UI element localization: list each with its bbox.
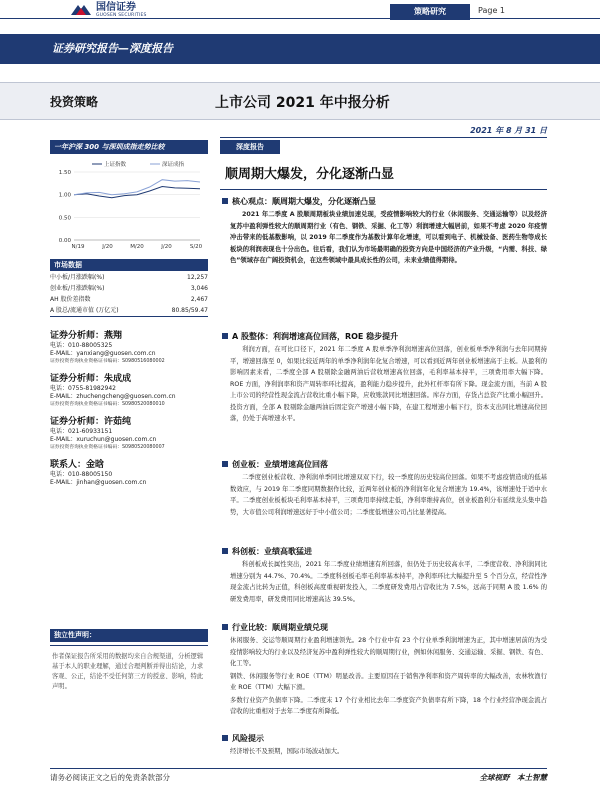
section-tag: 深度报告 — [220, 140, 280, 154]
bullet-square-icon — [222, 461, 228, 467]
analyst-block: 证券分析师：许茹纯 电话：021-60933151 E-MAIL：xuruchun@guosen.com.cn 证券投资咨询执业资格证书编码：S0980520080007 — [50, 417, 210, 451]
section-risk: 风险提示 经济增长不及预期，国际市场波动加大。 — [222, 733, 547, 758]
y-tick-label: 1.00 — [58, 192, 71, 199]
legend-label: 上证指数 — [104, 162, 127, 168]
market-data-heading: 市场数据 — [50, 259, 208, 271]
page-header — [0, 0, 600, 20]
logo-en: GUOSEN SECURITIES — [96, 13, 147, 18]
x-tick-label: J/20 — [161, 244, 172, 250]
legend-label: 深证成指 — [162, 162, 185, 168]
contact-email[interactable]: E-MAIL：jinhan@guosen.com.cn — [50, 479, 147, 486]
main-title-rule — [220, 189, 547, 190]
brand-logo — [70, 2, 147, 18]
declaration-heading: 独立性声明： — [50, 629, 208, 642]
x-tick-label: J/20 — [102, 244, 113, 250]
bullet-square-icon — [222, 548, 228, 554]
header-rule-right — [470, 18, 600, 19]
section-chinext: 创业板：业绩增速高位回落 二季度创业板营收、净利润单季同比增速双双下行，较一季度的历史较高位回落。如果不考虑疫情造成的低基数效应，与 2019 年二季度同期数据作比较，近两年创业板的净利润年化复合增速为 19.4%，该增速处于适中水平。二季度创业板板块毛利率基本持平，三项费用率持续走低，净利率维持高位，创业板盈利分布延续龙头集中趋势，大市值公司利润增速远好于中小值公司；二季度低增速公司占比显著提高。 — [222, 459, 547, 518]
x-tick-label: N/19 — [71, 244, 85, 250]
logo-mark-icon — [70, 2, 92, 16]
analyst-email[interactable]: E-MAIL：xuruchun@guosen.com.cn — [50, 436, 157, 443]
analyst-block: 证券分析师：燕翔 电话：010-88005325 E-MAIL：yanxiang@guosen.com.cn 证券投资咨询执业资格证书编码：S0980516080002 — [50, 331, 210, 365]
bullet-square-icon — [222, 624, 228, 630]
report-type-title: 证券研究报告—深度报告 — [52, 42, 173, 55]
header-rule — [0, 18, 390, 19]
bullet-square-icon — [222, 735, 228, 741]
date-rule — [220, 137, 547, 138]
analyst-email[interactable]: E-MAIL：zhuchengcheng@guosen.com.cn — [50, 393, 176, 400]
market-row: 创业板/月涨跌幅(%) 3,046 — [50, 285, 208, 292]
analyst-block: 证券分析师：朱成成 电话：0755-81982942 E-MAIL：zhuchengcheng@guosen.com.cn 证券投资咨询执业资格证书编码：S0980520080010 — [50, 374, 210, 408]
footer-slogan: 全球视野 本土智慧 — [479, 773, 547, 782]
index-chart — [50, 156, 208, 256]
contact-block: 联系人：金晗 电话：010-88005150 E-MAIL：jinhan@guosen.com.cn — [50, 460, 210, 487]
bullet-square-icon — [222, 333, 228, 339]
section-core-view: 核心观点：顺周期大爆发，分化逐渐凸显 2021 年二季度 A 股顺周期板块业绩加速兑现，受疫情影响较大的行业（休闲服务、交通运输等）以及经济复苏中盈利弹性较大的顺周期行业（有色、钢铁、采掘、化工等）利润增速大幅居前，如果不考虑 2020 年疫情冲击带来的低基数影响，以 2019 年二季度作为基数计算年化增速，可以看到电子、机械设备、医药生物等成长板块的利润表现也十分出色。往后看，我们认为市场最明确的投资方向是中国经济的产业升级，“内需、科技、绿色”领域存在广阔投资机会，在这些领域中最具成长性的公司，未来业绩值得期待。 — [222, 196, 547, 267]
page-number: Page 1 — [478, 6, 505, 15]
section-industry: 行业比较：顺周期业绩兑现 休闲服务、交运等顺周期行业盈利增速领先。28 个行业中有 23 个行业单季利润增速为正，其中增速居前的为受疫情影响较大的行业以及经济复苏中盈利弹性较大的顺周期行业，例如休闲服务、交通运输、采掘、钢铁、有色、化工等。 钢铁、休闲服务等行业 ROE（TTM）明显改善。主要原因在于销售净利率和资产周转率的大幅改善，农林牧渔行业 ROE（TTM）大幅下滑。 多数行业资产负债率下降。二季度末 17 个行业相比去年二季度资产负债率有所下降，18 个行业经营净现金流占营收的比重相对于去年二季度有所降低。 — [222, 622, 547, 718]
section-star-market: 科创板：业绩高歌猛进 科创板成长属性突出，2021 年二季度业绩增速有所回落，但仍处于历史较高水平，二季度营收、净利润同比增速分别为 44.7%、70.4%。二季度科创板毛率毛利率基本持平，净利率环比大幅提升至 5 个百分点，经营性净现金流占比转为正值，科创板高度重视研发投入，二季度研发费用占营收比为 7.5%，远高于同期 A 股 1.6% 的研发费用率，研发费用同比增速高达 39.5%。 — [222, 546, 547, 605]
footer-rule — [50, 768, 547, 769]
report-date: 2021 年 8 月 31 日 — [470, 126, 547, 135]
chart-heading: 一年沪深 300 与深圳成指走势比较 — [50, 140, 208, 154]
index-chart-svg — [50, 156, 208, 256]
x-tick-label: M/20 — [130, 244, 144, 250]
y-tick-label: 1.50 — [58, 170, 71, 176]
section-a-share: A 股整体：利润增速高位回落，ROE 稳步提升 利润方面，在可比口径下，2021 年二季度 A 股单季净利润增速高位回落，创业板单季净利润与去年同期持平，增速回落至 0，如果比较近两年的单季净利润年化复合增速，可以看到近两年创业板增速高于主板。从盈利的影响因素来看，二季度全部 A 股剔除金融两油后营收增速高位回落，毛利率基本持平，三项费用率大幅下降。ROE 方面，净利润率和资产周转率环比提高，盈利能力稳步提升，此外杠杆率有所下降。现金流方面，当前 A 股上市公司的经营性现金流占营收比重小幅下降，应收账款同比增速回落。库存方面，存货占总资产比重小幅回升。投资方面，全部 A 股剔除金融两油后固定资产增速小幅下降，在建工程增速小幅下行，资本支出同比增速高位回落，仍处于高增速水平。 — [222, 331, 547, 425]
main-title: 顺周期大爆发，分化逐渐凸显 — [225, 167, 395, 182]
y-tick-label: 0.50 — [58, 215, 71, 222]
bullet-square-icon — [222, 198, 228, 204]
declaration-text: 作者保证报告所采用的数据均来自合规渠道，分析逻辑基于本人的职业理解，通过合理判断并得出结论，力求客观、公正，结论不受任何第三方的授意、影响，特此声明。 — [50, 645, 208, 735]
title-band — [0, 82, 600, 120]
x-tick-label: S/20 — [189, 244, 203, 250]
report-category: 投资策略 — [50, 95, 99, 109]
market-row: A 股总/流通市值 (万亿元) 80.85/59.47 — [50, 307, 208, 314]
series-line — [74, 180, 200, 195]
report-type-band — [0, 34, 600, 64]
market-table-rule — [50, 316, 208, 317]
report-title: 上市公司 2021 年中报分析 — [215, 95, 390, 111]
market-data-table — [50, 272, 208, 317]
header-category-tag: 策略研究 — [390, 4, 470, 20]
market-row: AH 股价差指数 2,467 — [50, 296, 208, 303]
y-tick-label: 0.00 — [58, 238, 71, 244]
footer-disclaimer: 请务必阅读正文之后的免责条款部分 — [50, 773, 170, 782]
market-row: 中小板/月涨跌幅(%) 12,257 — [50, 274, 208, 281]
logo-cn: 国信证券 — [96, 2, 136, 13]
analyst-email[interactable]: E-MAIL：yanxiang@guosen.com.cn — [50, 350, 156, 357]
